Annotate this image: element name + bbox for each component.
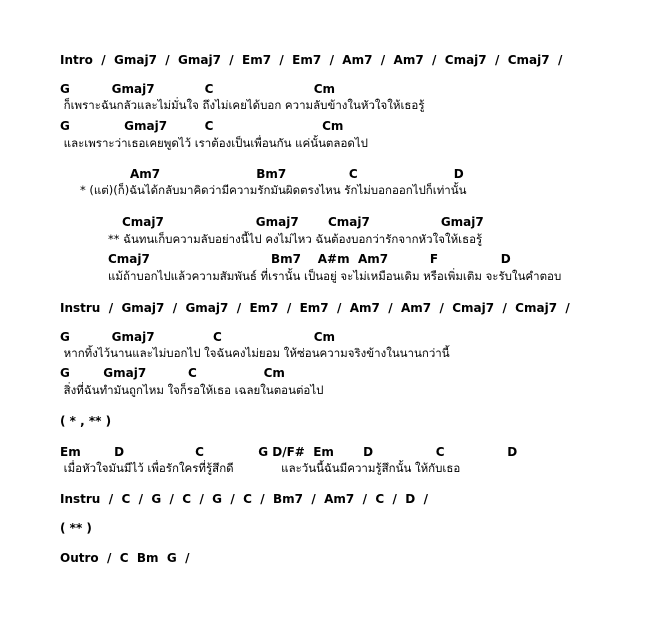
chord-line: G Gmaj7 C Cm bbox=[60, 330, 336, 344]
lyric-line: และเพราะว่าเธอเคยพูดไว้ เราต้องเป็นเพื่อนกัน แค่นั้นตลอดไป bbox=[60, 136, 368, 150]
lyric-line: สิ่งที่ฉันทำมันถูกไหม ใจก็รอให้เธอ เฉลยในตอนต่อไป bbox=[60, 383, 324, 397]
lyric-line: หากทิ้งไว้นานและไม่บอกไป ใจฉันคงไม่ยอม ให้ซ่อนความจริงข้างในนานกว่านี้ bbox=[60, 346, 450, 360]
instrumental-line: Instru / Gmaj7 / Gmaj7 / Em7 / Em7 / Am7 / Am7 / Cmaj7 / Cmaj7 / bbox=[60, 301, 570, 315]
chord-line: G Gmaj7 C Cm bbox=[60, 82, 336, 96]
instrumental-line: Instru / C / G / C / G / C / Bm7 / Am7 / C / D / bbox=[60, 492, 428, 506]
lyric-line: * (แต่)(ก็)ฉันได้กลับมาคิดว่ามีความรักมันผิดตรงไหน รักไม่บอกออกไปก็เท่านั้น bbox=[80, 183, 467, 197]
chord-line: Cmaj7 Bm7 A#m Am7 F D bbox=[108, 252, 511, 266]
lyric-line: ก็เพราะฉันกลัวและไม่มั่นใจ ถึงไม่เคยได้บอก ความลับข้างในหัวใจให้เธอรู้ bbox=[60, 98, 425, 112]
intro-line: Intro / Gmaj7 / Gmaj7 / Em7 / Em7 / Am7 / Am7 / Cmaj7 / Cmaj7 / bbox=[60, 53, 563, 67]
chord-line: G Gmaj7 C Cm bbox=[60, 366, 285, 380]
lyric-line: ** ฉันทนเก็บความลับอย่างนี้ไป คงไม่ไหว ฉันต้องบอกว่ารักจากหัวใจให้เธอรู้ bbox=[108, 232, 483, 246]
outro-line: Outro / C Bm G / bbox=[60, 551, 190, 565]
lyric-line: เมื่อหัวใจมันมีไว้ เพื่อรักใครที่รู้สึกดี และวันนี้ฉันมีความรู้สึกนั้น ให้กับเธอ bbox=[60, 461, 461, 475]
chord-line: Cmaj7 Gmaj7 Cmaj7 Gmaj7 bbox=[122, 215, 484, 229]
chord-line: Am7 Bm7 C D bbox=[130, 167, 464, 181]
chord-line: G Gmaj7 C Cm bbox=[60, 119, 344, 133]
lyric-line: แม้ถ้าบอกไปแล้วความสัมพันธ์ ที่เรานั้น เป็นอยู่ จะไม่เหมือนเดิม หรือเพิ่มเติม จะรับในคำตอบ bbox=[108, 269, 562, 283]
repeat-marker: ( * , ** ) bbox=[60, 414, 112, 428]
repeat-marker: ( ** ) bbox=[60, 521, 92, 535]
chord-line: Em D C G D/F# Em D C D bbox=[60, 445, 518, 459]
